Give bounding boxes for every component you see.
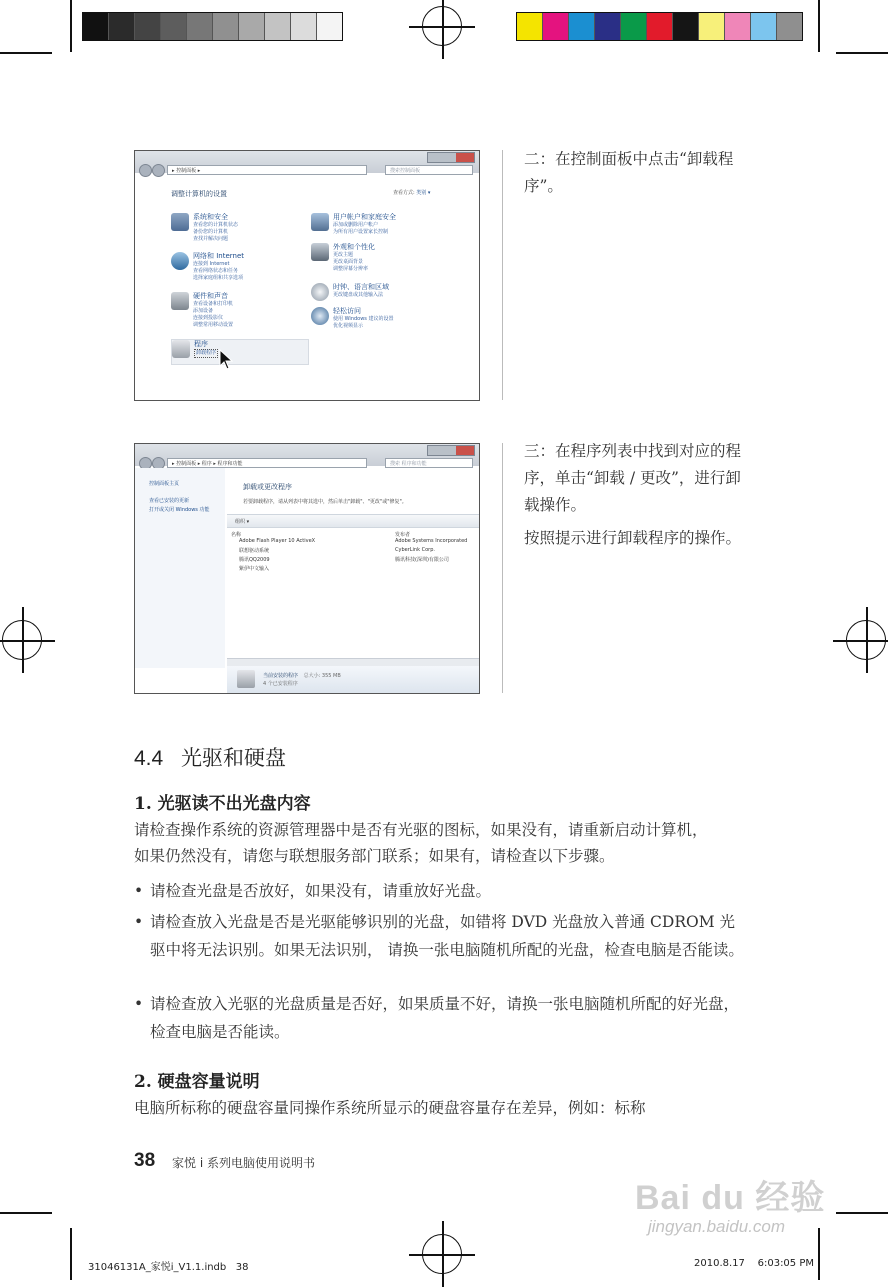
programs-box-icon [237,670,255,688]
registration-mark-top [422,6,462,46]
footer-size: 总大小: 355 MB [303,673,341,679]
gray-swatch [239,13,265,40]
gray-swatch [265,13,291,40]
program-name: 联想驱动系统 [239,548,270,554]
sub1-intro-line1: 请检查操作系统的资源管理器中是否有光驱的图标，如果没有，请重新启动计算机， [134,821,708,839]
details-pane [227,666,479,693]
table-row[interactable] [227,565,479,574]
table-row[interactable] [227,538,479,547]
clock-globe-icon [311,283,329,301]
window-controls [427,445,475,456]
gray-swatch [83,13,109,40]
cp-item-programs[interactable]: 程序 卸载程序 [171,339,309,365]
cp-item-clock-region[interactable]: 时钟、语言和区域 更改键盘或其他输入法 [311,283,389,301]
address-bar[interactable]: ▸ 控制面板 ▸ 程序 ▸ 程序和功能 [167,458,367,468]
column-divider [502,443,503,693]
gray-swatch [135,13,161,40]
process-color-swatch [517,13,543,40]
horizontal-scrollbar[interactable] [227,658,479,666]
process-color-bar [516,12,803,41]
page-number: 38 [134,1150,156,1171]
column-header-name[interactable]: 名称 [231,532,242,538]
program-name: Adobe Flash Player 10 ActiveX [239,538,316,544]
process-color-swatch [595,13,621,40]
file-info: 31046131A_家悦i_V1.1.indb 38 [88,1262,249,1273]
gray-swatch [109,13,135,40]
cp-item-hardware-sound[interactable]: 硬件和声音 查看设备和打印机 添加设备 连接到投影仪 调整常用移动设置 [171,292,233,329]
forward-button[interactable] [152,164,165,177]
process-color-swatch [777,13,802,40]
monitor-paint-icon [311,243,329,261]
step-three-caption: 三：在程序列表中找到对应的程序，单击“卸载 / 更改”，进行卸载操作。 [524,442,742,514]
programs-box-icon [172,340,190,358]
globe-network-icon [171,252,189,270]
process-color-swatch [699,13,725,40]
program-list [227,538,479,574]
address-bar[interactable]: ▸ 控制面板 ▸ [167,165,367,175]
gray-swatch [187,13,213,40]
pf-toolbar [227,514,479,528]
process-color-swatch [647,13,673,40]
step-three-note: 按照提示进行卸载程序的操作。 [524,529,742,547]
column-divider [502,150,503,400]
programs-features-screenshot [134,443,480,694]
cp-item-network[interactable]: 网络和 Internet 连接到 Internet 查看网络状态和任务 选择家庭组和共享选项 [171,252,244,282]
users-icon [311,213,329,231]
process-color-swatch [543,13,569,40]
bullet-item: • 请检查放入光盘是否是光驱能够识别的光盘，如错将 DVD 光盘放入普通 CDROM 光驱中将无法识别。如果无法识别， 请换一张电脑随机所配的光盘，检查电脑是否能读。 [134,913,744,959]
gray-swatch [213,13,239,40]
subsection-title-1: 1. 光驱读不出光盘内容 [134,794,311,814]
organize-menu[interactable]: 组织 ▾ [235,519,250,525]
pf-description: 若要卸载程序，请从列表中将其选中，然后单击"卸载"、"更改"或"修复"。 [243,499,407,505]
shield-icon [171,213,189,231]
accessibility-icon [311,307,329,325]
gray-color-bar [82,12,343,41]
step-two-caption: 二：在控制面板中点击“卸载程序”。 [524,150,734,195]
cp-item-system-security[interactable]: 系统和安全 查看您的计算机状态 备份您的计算机 查找并解决问题 [171,213,238,243]
process-color-swatch [673,13,699,40]
program-name: 紫伊中文输入 [239,566,270,572]
sidebar-link-windows-features[interactable]: 打开或关闭 Windows 功能 [149,507,210,513]
cp-item-appearance[interactable]: 外观和个性化 更改主题 更改桌面背景 调整屏幕分辨率 [311,243,375,273]
cp-heading: 调整计算机的设置 [171,190,227,198]
task-sidebar [135,468,225,668]
view-label: 查看方式: [393,190,415,196]
program-publisher: 腾讯科技(深圳)有限公司 [395,557,449,563]
view-value[interactable]: 类别 ▾ [416,190,431,196]
date-info: 2010.8.17 6:03:05 PM [694,1258,814,1269]
section-number: 4.4 [134,747,164,770]
program-publisher: CyberLink Corp. [395,547,435,553]
subsection-title-2: 2. 硬盘容量说明 [134,1072,260,1092]
registration-mark-left [2,620,42,660]
process-color-swatch [621,13,647,40]
registration-mark-right [846,620,886,660]
cp-item-user-accounts[interactable]: 用户帐户和家庭安全 添加或删除用户帐户 为所有用户设置家长控制 [311,213,396,236]
printer-icon [171,292,189,310]
section-title: 光驱和硬盘 [181,747,287,770]
program-publisher: Adobe Systems Incorporated [395,538,468,544]
gray-swatch [161,13,187,40]
section-heading [134,742,286,772]
book-title: 家悦 i 系列电脑使用说明书 [172,1156,315,1170]
search-box[interactable]: 搜索 程序和功能 [385,458,473,468]
sub1-intro-line2: 如果仍然没有，请您与联想服务部门联系；如果有，请检查以下步骤。 [134,847,615,865]
gray-swatch [291,13,317,40]
sub2-intro: 电脑所标称的硬盘容量同操作系统所显示的硬盘容量存在差异，例如：标称 [134,1099,646,1117]
table-row[interactable] [227,556,479,565]
sidebar-link-home[interactable]: 控制面板主页 [149,481,180,487]
cp-item-ease-of-access[interactable]: 轻松访问 使用 Windows 建议的设置 优化视频显示 [311,307,394,330]
sidebar-link-updates[interactable]: 查看已安装的更新 [149,498,190,504]
window-controls [427,152,475,163]
registration-mark-bottom [422,1234,462,1274]
process-color-swatch [569,13,595,40]
watermark-logo: Bai du 经验 [635,1179,826,1217]
uninstall-program-link[interactable]: 卸载程序 [196,350,217,356]
table-row[interactable] [227,547,479,556]
bullet-item: • 请检查光盘是否放好，如果没有，请重放好光盘。 [134,882,492,900]
watermark-url: jingyan.baidu.com [648,1217,786,1236]
bullet-item: • 请检查放入光驱的光盘质量是否好，如果质量不好，请换一张电脑随机所配的好光盘，检查电脑是否能读。 [134,995,740,1041]
back-button[interactable] [139,164,152,177]
view-mode[interactable] [393,189,430,196]
search-box[interactable]: 搜索控制面板 [385,165,473,175]
pf-heading: 卸载或更改程序 [243,483,292,491]
program-name: 腾讯QQ2009 [239,557,270,563]
mouse-cursor-icon [219,349,233,371]
column-header-publisher[interactable]: 发布者 [395,532,411,538]
gray-swatch [317,13,342,40]
control-panel-screenshot [134,150,480,401]
process-color-swatch [725,13,751,40]
footer-title: 当前安装的程序 [263,673,299,679]
process-color-swatch [751,13,777,40]
footer-count: 4 个已安装程序 [263,681,298,687]
